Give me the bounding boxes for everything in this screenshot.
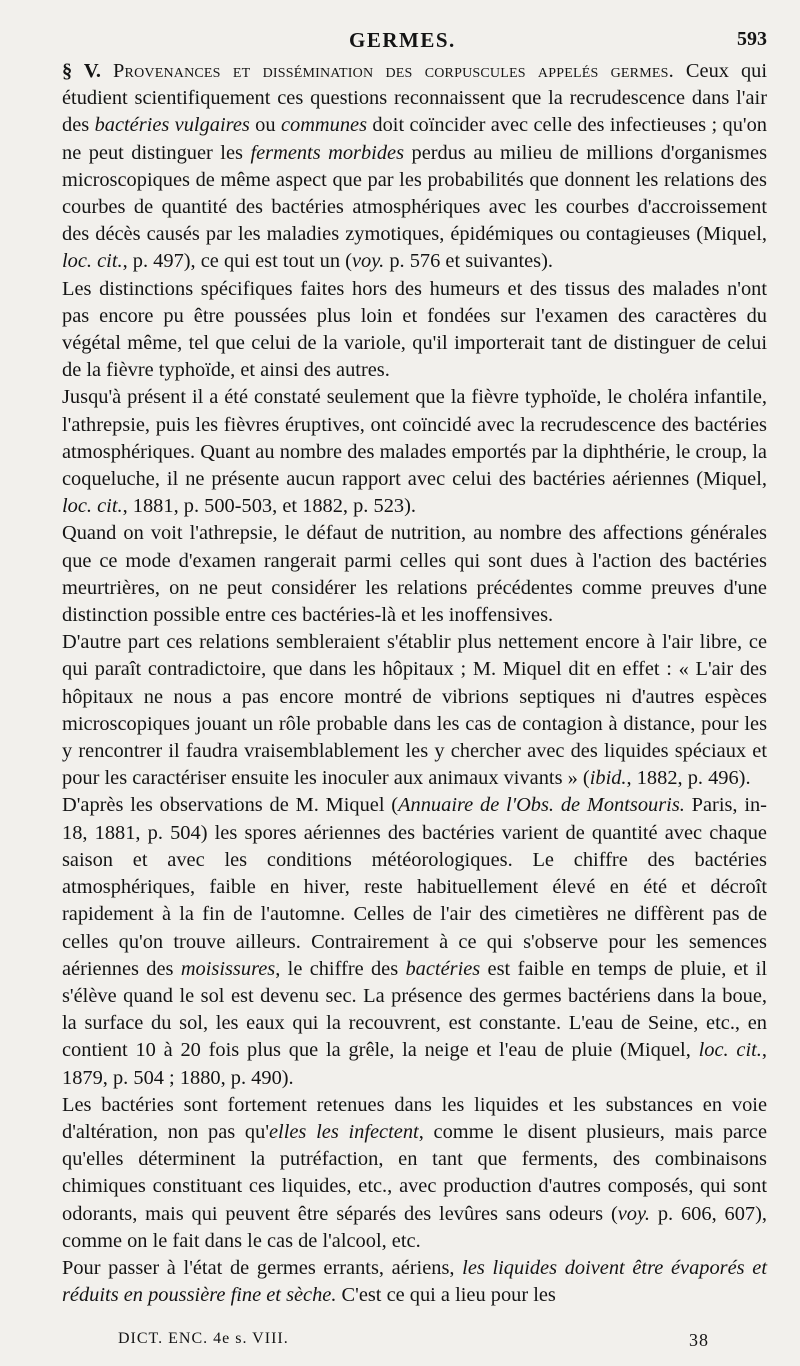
- page-header: [62, 28, 767, 58]
- text-run: C'est ce qui a lieu pour les: [336, 1284, 556, 1307]
- body-text: [62, 58, 767, 1309]
- text-run: Pour passer à l'état de germes errants, aériens,: [62, 1256, 463, 1279]
- page-number: 593: [737, 28, 767, 50]
- text-run: Quand on voit l'athrepsie, le défaut de nutrition, au nombre des affections générales que ce mode d'examen rangerait parmi celles qui sont dues à l'action des bactéries meurtrières, on ne peut considérer les relations précédentes comme preuves d'une distinction possible entre ces bactéries-là et les inoffensives.: [62, 522, 767, 627]
- italic-text: moisissures: [180, 957, 276, 980]
- text-run: doit coïncider avec celle des infectieuses ; qu'on ne peut distinguer les: [62, 114, 767, 164]
- text-run: Paris, in-18, 1881, p. 504) les spores aériennes des bactéries varient de quantité avec chaque saison et avec les conditions météorologiques. Le chiffre des bactéries atmosphériques, faible en hiver, reste habituellement élevé en été et décroît rapidement à la fin de l'automne. Celles de l'air des cimetières ne diffèrent pas de celles qu'on trouve ailleurs. Contrairement à ce qui s'observe pour les semences aériennes des: [62, 794, 767, 980]
- italic-text: loc. cit.: [698, 1039, 762, 1062]
- footer-signature: DICT. ENC. 4e s. VIII.: [118, 1330, 289, 1347]
- italic-text: Annuaire de l'Obs. de Montsouris.: [398, 794, 685, 817]
- text-run: p. 606, 607), comme on le fait dans le cas de l'alcool, etc.: [62, 1202, 767, 1252]
- italic-text: voy.: [617, 1202, 651, 1225]
- italic-text: ibid.: [589, 767, 627, 790]
- italic-text: loc. cit.: [62, 495, 123, 518]
- paragraph-athrepsie: [62, 520, 767, 629]
- paragraph-distinctions: [62, 276, 767, 385]
- paragraph-autre-part: [62, 629, 767, 792]
- text-run: , le chiffre des: [275, 957, 406, 980]
- paragraph-observations-miquel: [62, 792, 767, 1091]
- running-title: GERMES.: [349, 28, 456, 52]
- text-run: D'autre part ces relations sembleraient s'établir plus nettement encore à l'air libre, ce qui paraît contradictoire, que dans les hôpitaux ; M. Miquel dit en effet : « L'air des hôpitaux ne nous a pas encore montré de vibrions septiques ni d'autres espèces microscopiques jouant un rôle probable dans les cas de contagion à distance, pour les y rencontrer il faudra vraisemblablement les y chercher avec des liquides spéciaux et pour les caractériser ensuite les inoculer aux animaux vivants » (: [62, 631, 767, 790]
- text-run: Les distinctions spécifiques faites hors des humeurs et des tissus des malades n'ont pas encore pu être poussées plus loin et fondées sur l'examen des caractères du végétal même, tel que celui de la variole, qu'il importerait tant de distinguer de celui de la fièvre typhoïde, et ainsi des autres.: [62, 277, 767, 382]
- section-mark: § V.: [62, 60, 114, 82]
- italic-text: les liquides doivent être évaporés et réduits en poussière fine et sèche.: [62, 1256, 767, 1307]
- paragraph-jusqua-present: [62, 384, 767, 520]
- text-run: perdus au milieu de millions d'organismes microscopiques de même aspect que par les probabilités que donnent les relations des courbes de quantité des bactéries atmosphériques avec les courbes d'accroissement des décès causés par les maladies zymotiques, épidémiques ou contagieuses (Miquel,: [62, 141, 768, 246]
- text-run: est faible en temps de pluie, et il s'élève quand le sol est devenu sec. La présence des germes bactériens dans la boue, la surface du sol, les eaux qui la recouvrent, est constante. L'eau de Seine, etc., en contient 10 à 20 fois plus que la grêle, la neige et l'eau de pluie (Miquel,: [62, 957, 767, 1062]
- text-run: , 1879, p. 504 ; 1880, p. 490).: [62, 1039, 767, 1089]
- section-heading: Provenances et dissémination des corpuscules appelés germes.: [113, 60, 674, 82]
- text-run: Les bactéries sont fortement retenues dans les liquides et les substances en voie d'altération, non pas qu': [62, 1093, 767, 1143]
- italic-text: ferments morbides: [250, 141, 405, 164]
- text-run: D'après les observations de M. Miquel (: [62, 794, 399, 817]
- paragraph-bacteries-retenues: [62, 1092, 767, 1255]
- italic-text: communes: [280, 114, 368, 137]
- text-run: p. 576 et suivantes).: [384, 250, 553, 273]
- text-run: ou: [249, 114, 281, 137]
- text-run: , p. 497), ce qui est tout un (: [122, 250, 352, 273]
- italic-text: loc. cit.: [62, 250, 123, 273]
- text-run: Ceux qui étudient scientifiquement ces questions reconnaissent que la recrudescence dans l'air des: [62, 60, 768, 137]
- text-run: Jusqu'à présent il a été constaté seulement que la fièvre typhoïde, le choléra infantile, l'athrepsie, puis les fièvres éruptives, ont coïncidé avec la recrudescence des bactéries atmosphériques. Quant au nombre des malades emportés par la diphthérie, le croup, la coqueluche, il ne présente aucun rapport avec celui des bactéries aériennes (Miquel,: [62, 386, 767, 491]
- italic-text: elles les infectent: [269, 1120, 419, 1143]
- italic-text: bactéries vulgaires: [94, 114, 250, 137]
- italic-text: bactéries: [405, 957, 481, 980]
- footer-sheet-number: 38: [689, 1330, 709, 1350]
- paragraph-germes-errants: [62, 1255, 767, 1309]
- text-run: , comme le disent plusieurs, mais parce qu'elles déterminent la putréfaction, en tant que ferments, des combinaisons chimiques constituant ces liquides, etc., avec production d'autres composés, qui sont odorants, mais qui peuvent être séparés des levûres sans odeurs (: [62, 1120, 767, 1225]
- italic-text: voy.: [351, 250, 385, 273]
- text-run: , 1882, p. 496).: [626, 767, 751, 790]
- paragraph-section-v: [62, 58, 767, 276]
- text-run: , 1881, p. 500-503, et 1882, p. 523).: [122, 495, 416, 518]
